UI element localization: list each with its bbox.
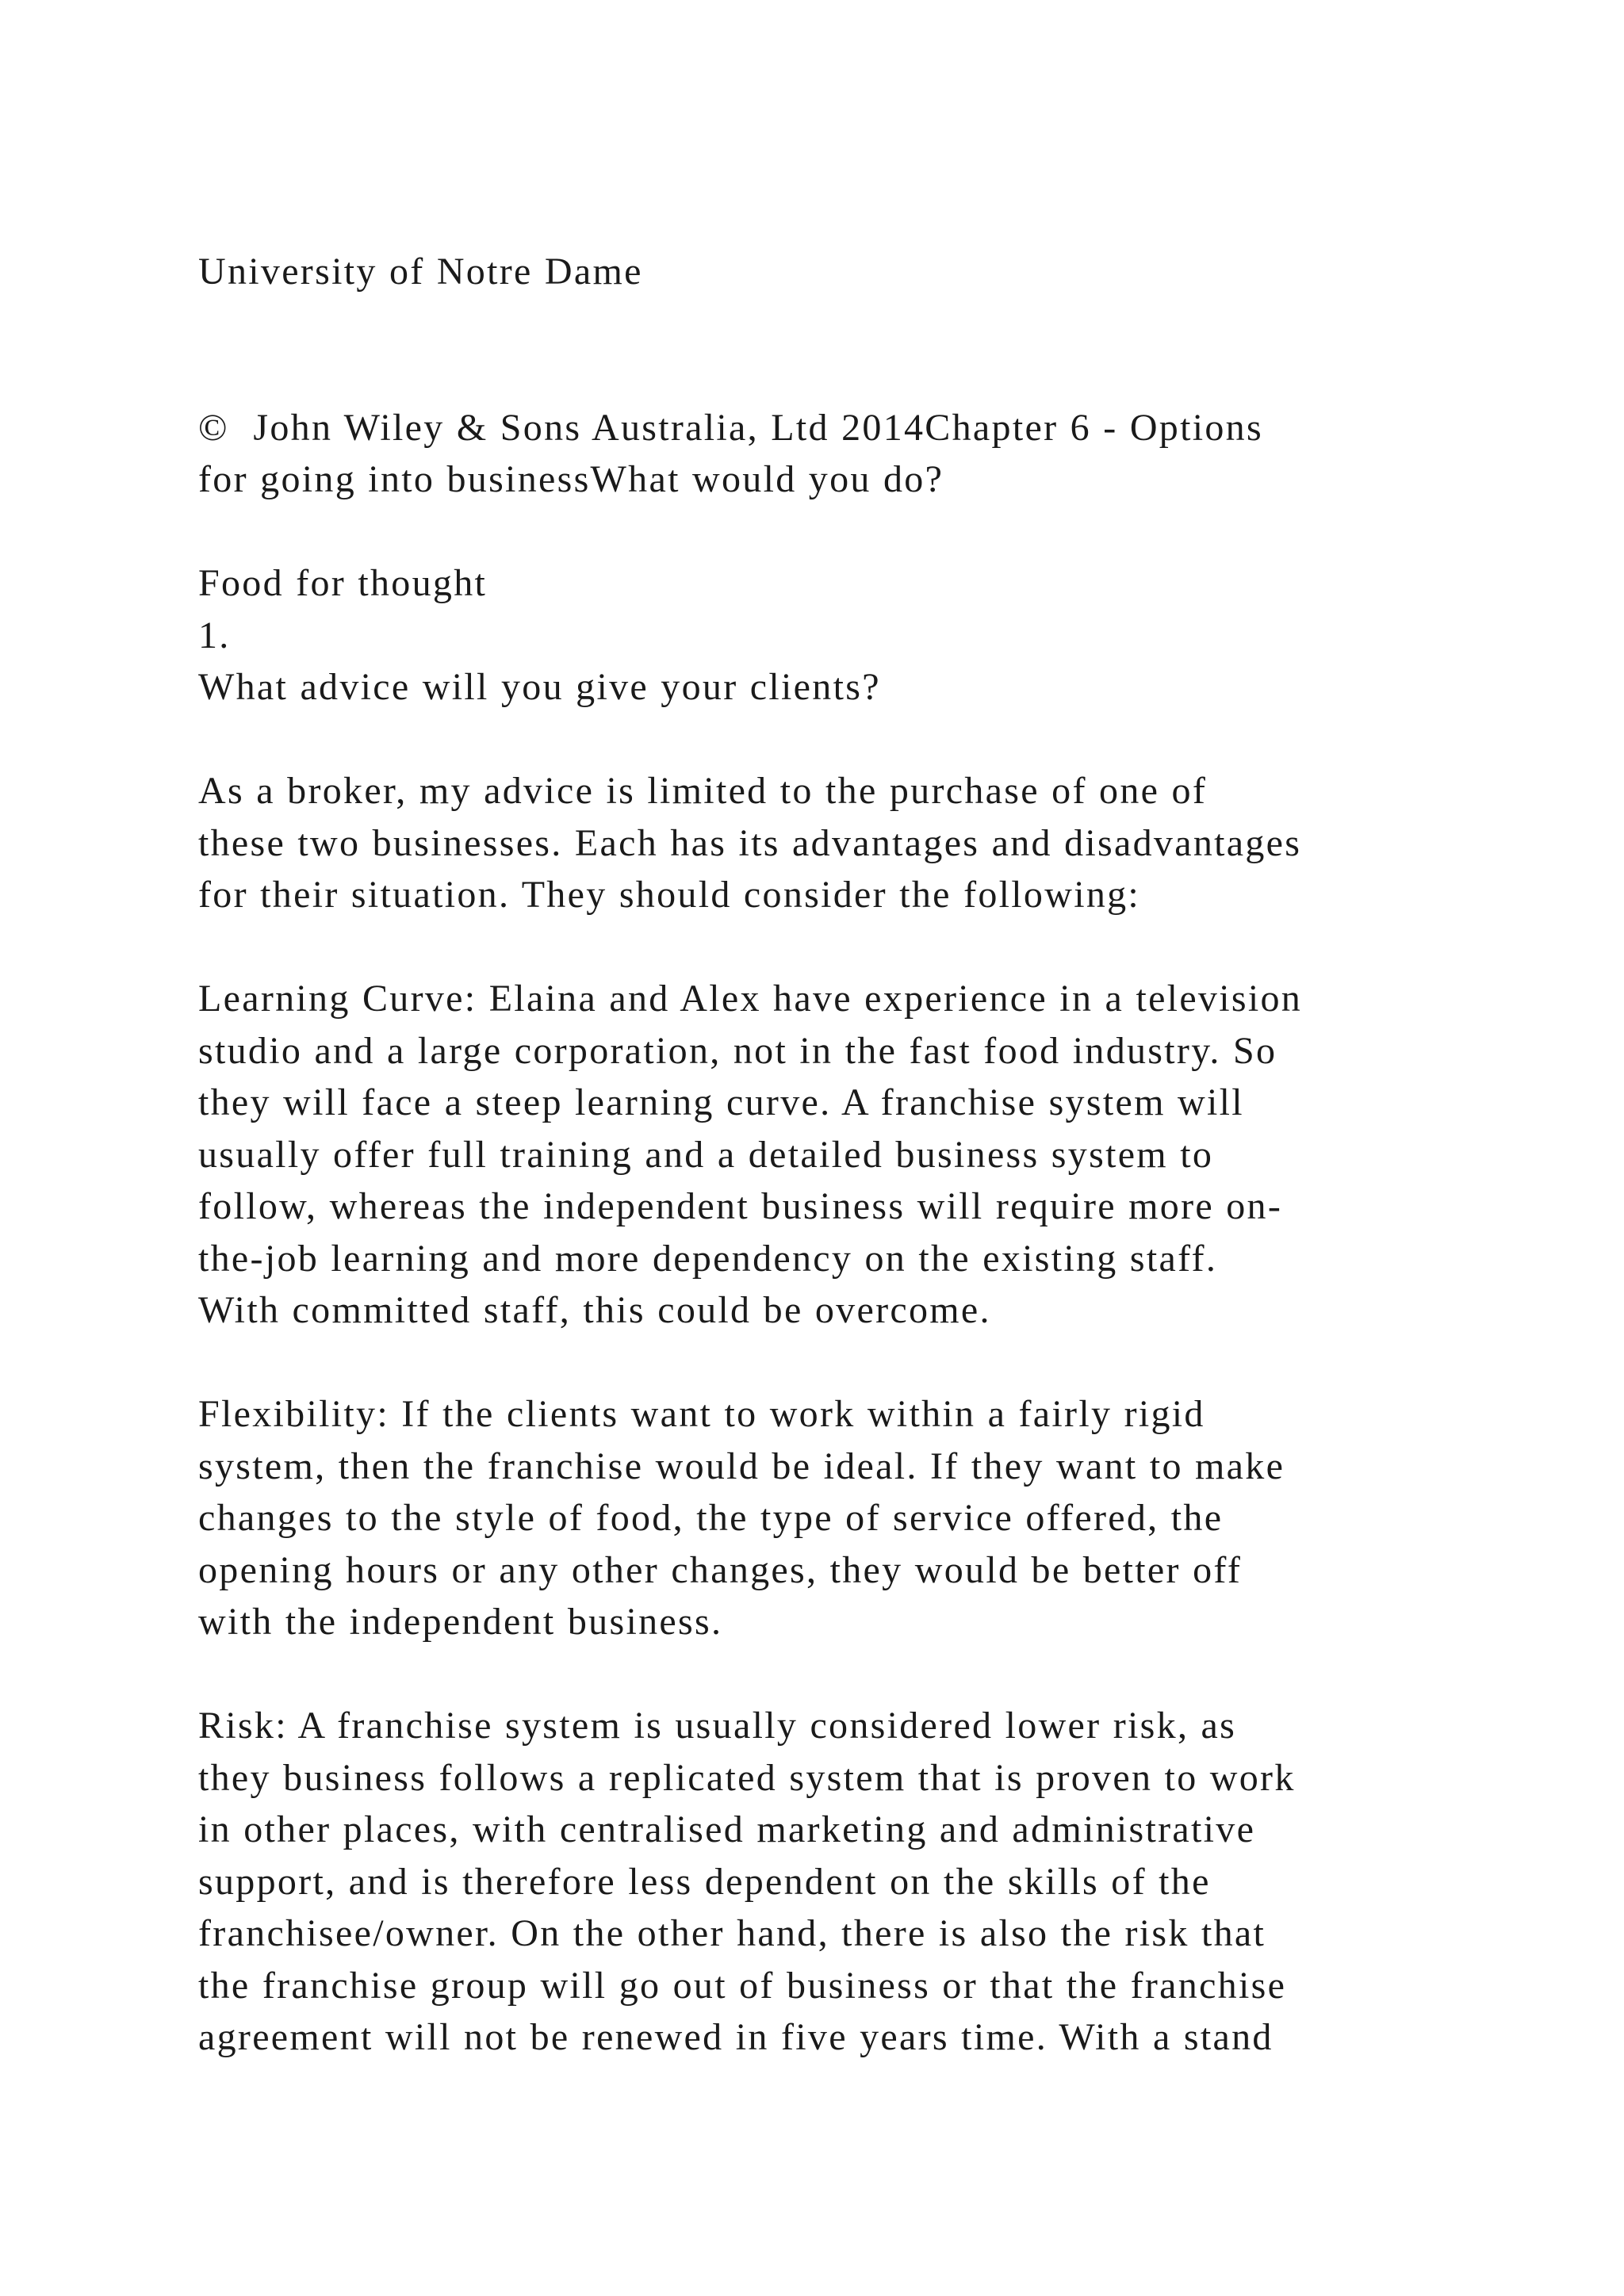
text-line: in other places, with centralised marketing and administrative xyxy=(198,1808,1256,1850)
text-line: What advice will you give your clients? xyxy=(198,666,881,708)
blank-line xyxy=(198,1337,1435,1389)
text-line: the franchise group will go out of business or that the franchise xyxy=(198,1964,1287,2007)
text-line: agreement will not be renewed in five years time. With a stand xyxy=(198,2016,1274,2058)
text-line: the-job learning and more dependency on the existing staff. xyxy=(198,1237,1218,1280)
text-line: they business follows a replicated system that is proven to work xyxy=(198,1756,1296,1799)
text-line: system, then the franchise would be ideal. If they want to make xyxy=(198,1445,1285,1487)
text-line: 1. xyxy=(198,614,231,656)
text-line: with the independent business. xyxy=(198,1601,723,1643)
text-line: Learning Curve: Elaina and Alex have experience in a television xyxy=(198,978,1303,1020)
blank-line xyxy=(198,714,1435,766)
blank-line xyxy=(198,506,1435,558)
text-line: follow, whereas the independent business will require more on- xyxy=(198,1185,1283,1227)
text-line: With committed staff, this could be overcome. xyxy=(198,1289,991,1331)
text-line: usually offer full training and a detailed business system to xyxy=(198,1133,1214,1176)
blank-line xyxy=(198,350,1435,402)
text-line: University of Notre Dame xyxy=(198,251,643,293)
text-line: support, and is therefore less dependent on the skills of the xyxy=(198,1860,1211,1903)
text-line: opening hours or any other changes, they would be better off xyxy=(198,1548,1243,1591)
text-line: Food for thought xyxy=(198,562,488,604)
text-line: franchisee/owner. On the other hand, there is also the risk that xyxy=(198,1912,1266,1954)
text-line: changes to the style of food, the type of service offered, the xyxy=(198,1497,1224,1539)
text-line: As a broker, my advice is limited to the purchase of one of xyxy=(198,770,1208,812)
text-line: studio and a large corporation, not in the fast food industry. So xyxy=(198,1029,1277,1072)
text-line: for their situation. They should consider the following: xyxy=(198,874,1141,916)
text-line: Risk: A franchise system is usually considered lower risk, as xyxy=(198,1705,1237,1747)
text-line: they will face a steep learning curve. A franchise system will xyxy=(198,1081,1244,1123)
text-line: for going into businessWhat would you do? xyxy=(198,458,944,500)
text-line: © John Wiley & Sons Australia, Ltd 2014Chapter 6 - Options xyxy=(198,406,1263,449)
blank-line xyxy=(198,1648,1435,1701)
blank-line xyxy=(198,921,1435,974)
text-line: Flexibility: If the clients want to work within a fairly rigid xyxy=(198,1393,1205,1435)
document-body xyxy=(198,246,1435,2064)
text-line: these two businesses. Each has its advantages and disadvantages xyxy=(198,821,1302,864)
blank-line xyxy=(198,298,1435,350)
